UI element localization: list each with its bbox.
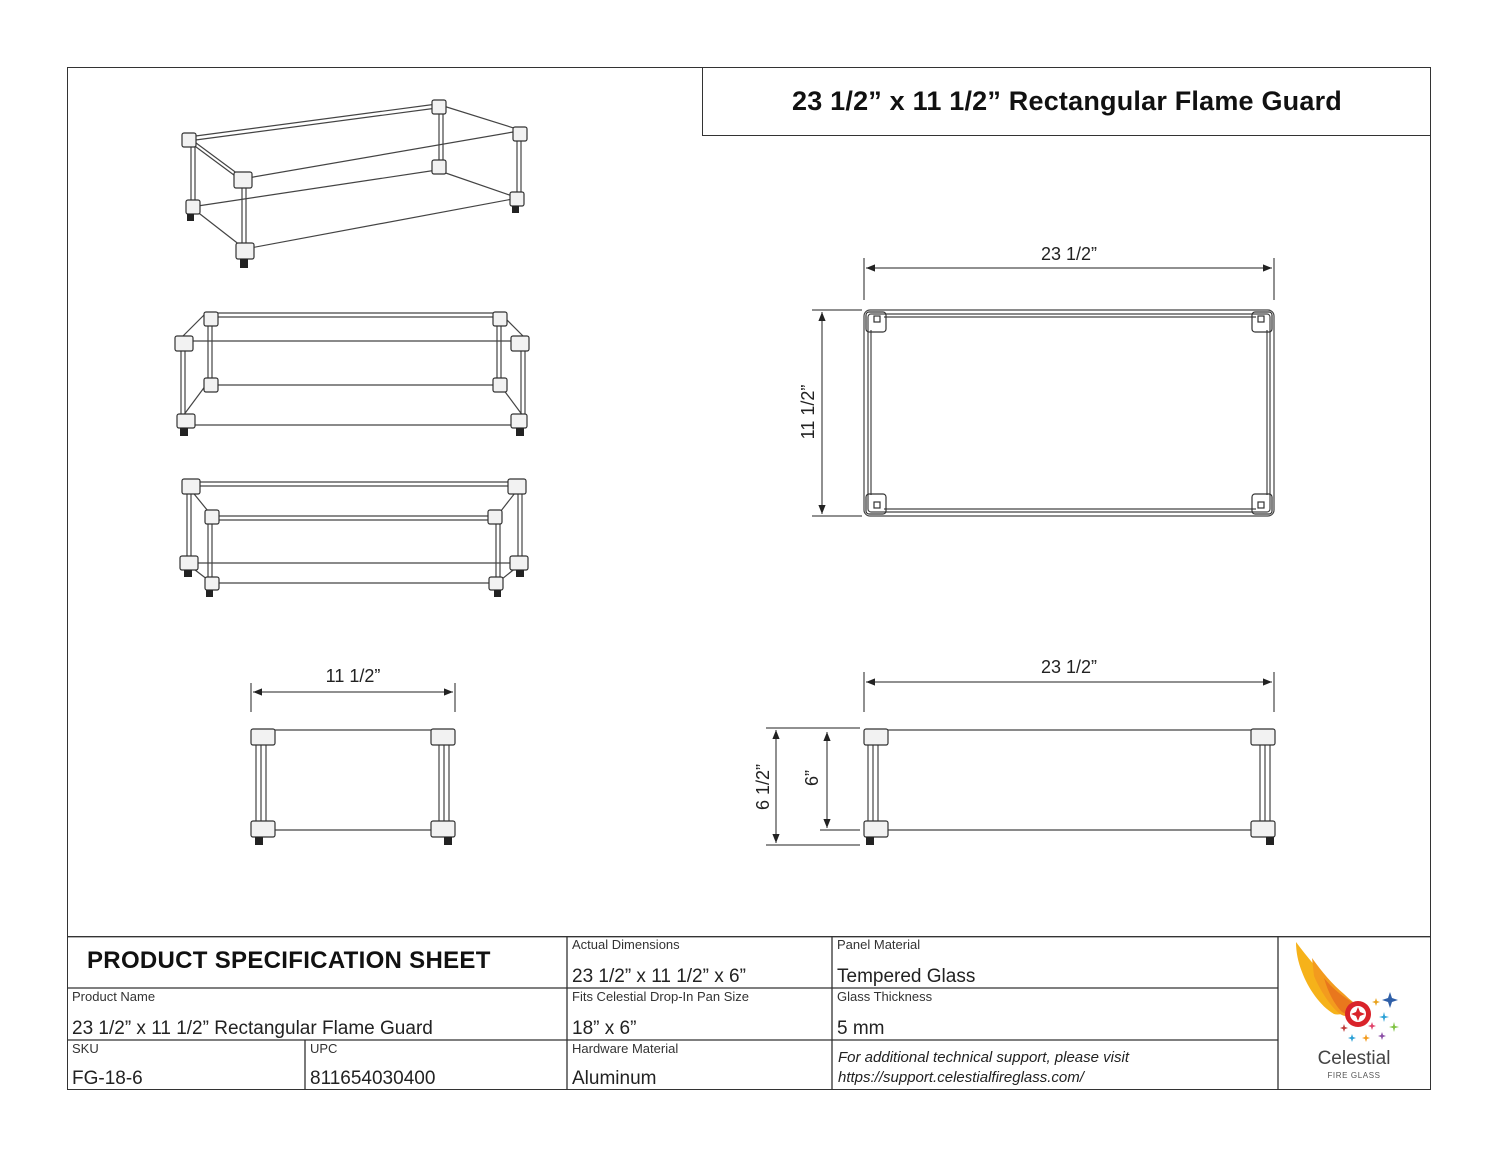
hardware-material-value: Aluminum (572, 1068, 657, 1089)
isometric-view-3 (180, 479, 528, 597)
top-depth-label: 11 1/2” (798, 384, 818, 440)
fits-pan-cell (567, 988, 832, 1040)
product-name-value: 23 1/2” x 11 1/2” Rectangular Flame Guard (72, 1018, 433, 1039)
hardware-material-label: Hardware Material (572, 1041, 679, 1056)
top-width-label: 23 1/2” (1040, 244, 1098, 264)
top-view (798, 244, 1274, 516)
front-total-height-label: 6 1/2” (753, 763, 773, 811)
actual-dimensions-label: Actual Dimensions (572, 937, 680, 952)
side-width-label: 11 1/2” (325, 666, 381, 686)
panel-material-cell (832, 936, 1278, 988)
spec-table (67, 936, 1431, 1090)
glass-thickness-value: 5 mm (837, 1018, 885, 1039)
front-panel-height-label: 6” (802, 769, 822, 787)
fits-pan-value: 18” x 6” (572, 1018, 637, 1039)
actual-dimensions-value: 23 1/2” x 11 1/2” x 6” (572, 966, 746, 987)
sku-value: FG-18-6 (72, 1068, 143, 1089)
front-width-label: 23 1/2” (1040, 657, 1098, 677)
logo-tagline: FIRE GLASS (1327, 1071, 1381, 1080)
front-view (753, 657, 1275, 845)
product-name-cell (67, 988, 567, 1040)
product-name-label: Product Name (72, 989, 156, 1004)
actual-dimensions-cell (567, 936, 832, 988)
flaming-comet-icon (1278, 936, 1430, 1051)
celestial-logo (1278, 936, 1430, 1090)
support-text (838, 1048, 1129, 1088)
sku-label: SKU (72, 1041, 99, 1056)
spec-sheet-title-cell (67, 936, 567, 988)
hardware-material-cell (567, 1040, 832, 1090)
glass-thickness-label: Glass Thickness (837, 989, 933, 1004)
page-title: 23 1/2” x 11 1/2” Rectangular Flame Guard (792, 85, 1342, 116)
upc-value: 811654030400 (310, 1068, 436, 1089)
support-cell (832, 1040, 1278, 1090)
spec-sheet-title: PRODUCT SPECIFICATION SHEET (87, 947, 491, 974)
support-line-1: For additional technical support, please visit (838, 1049, 1129, 1066)
isometric-view-2 (175, 312, 529, 436)
panel-material-label: Panel Material (837, 937, 921, 952)
isometric-view-1 (182, 100, 527, 268)
sku-cell (67, 1040, 305, 1090)
side-view (251, 666, 455, 845)
upc-label: UPC (310, 1041, 338, 1056)
upc-cell (305, 1040, 567, 1090)
logo-name: Celestial (1317, 1048, 1391, 1069)
fits-pan-label: Fits Celestial Drop-In Pan Size (572, 989, 750, 1004)
support-url[interactable]: https://support.celestialfireglass.com/ (838, 1069, 1084, 1086)
glass-thickness-cell (832, 988, 1278, 1040)
panel-material-value: Tempered Glass (837, 966, 976, 987)
